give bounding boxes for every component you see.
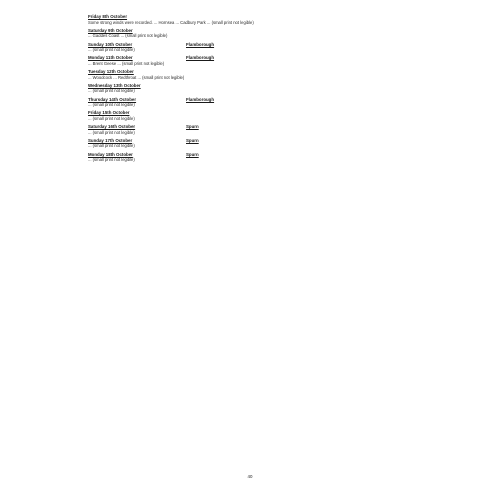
entry-text: ... (small print not legible) (88, 102, 135, 108)
diary-entry (88, 42, 402, 53)
page-number: 40 (247, 474, 253, 479)
entry-heading (88, 97, 402, 103)
entry-text: ... Woodcock ... Redthroat ... (small print not legible) (88, 74, 185, 80)
entry-heading (88, 83, 402, 89)
entry-text: ... Gaddes Coast ... (small print not legible) (88, 33, 168, 39)
entry-location: Flamborough (186, 41, 215, 47)
entry-location: Flamborough (186, 96, 215, 102)
entry-date: Thursday 14th October (88, 96, 137, 102)
diary-entry (88, 55, 402, 66)
entry-text: Some strong winds were recorded. ... Hornsea ... Cadbury Park ... (small print not legible) (88, 19, 254, 25)
diary-entry (88, 124, 402, 135)
diary-entry (88, 110, 402, 121)
entry-date: Monday 11th October (88, 55, 133, 61)
diary-entry (88, 14, 402, 25)
entry-text: ... (small print not legible) (88, 157, 135, 163)
diary-entry (88, 69, 402, 80)
entry-text: ... (small print not legible) (88, 129, 135, 135)
entry-location: Flamborough (186, 55, 215, 61)
entry-heading (88, 138, 402, 144)
entry-date: Saturday 16th October (88, 124, 136, 129)
entry-date: Saturday 9th October (88, 27, 133, 33)
diary-entry (88, 97, 402, 108)
entry-heading (88, 42, 402, 48)
entry-text: ... (small print not legible) (88, 115, 135, 121)
entry-date: Sunday 10th October (88, 41, 133, 47)
entry-heading (88, 14, 402, 20)
entry-date: Wednesday 13th October (88, 82, 141, 88)
entry-location: Spurn (186, 151, 199, 157)
entry-text: ... (small print not legible) (88, 47, 135, 53)
entry-date: Friday 15th October (88, 110, 130, 116)
entry-date: Sunday 17th October (88, 137, 133, 143)
entry-date: Friday 8th October (88, 14, 128, 19)
entry-date: Monday 18th October (88, 151, 133, 157)
entry-location (186, 83, 402, 89)
entry-heading (88, 152, 402, 158)
entry-location (186, 28, 402, 34)
entry-text: ... (small print not legible) (88, 88, 135, 94)
diary-entry (88, 152, 402, 163)
diary-entry (88, 28, 402, 39)
entry-date: Tuesday 12th October (88, 69, 134, 74)
diary-entry (88, 138, 402, 149)
entry-location (186, 110, 402, 116)
entry-heading (88, 69, 402, 75)
entry-location (186, 14, 402, 20)
entry-text: ... Brent Geese ... (small print not legible) (88, 60, 165, 66)
entry-location (186, 69, 402, 75)
diary-entry (88, 83, 402, 94)
entry-text: ... (small print not legible) (88, 143, 135, 149)
entry-location: Spurn (186, 137, 199, 143)
entry-location: Spurn (186, 124, 199, 129)
entry-heading (88, 124, 402, 130)
entry-heading (88, 110, 402, 116)
